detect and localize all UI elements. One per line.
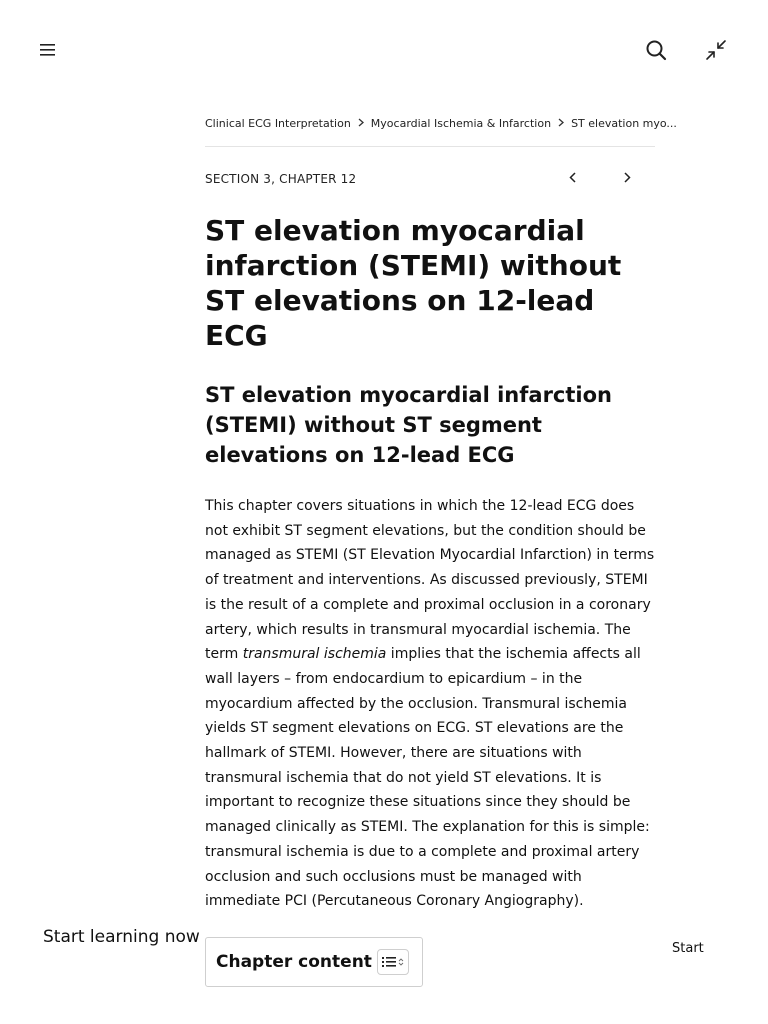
section-label: SECTION 3, CHAPTER 12 [205, 172, 357, 186]
list-toggle-icon [382, 956, 404, 968]
hamburger-menu-icon [39, 43, 57, 57]
paragraph-text-end: implies that the ischemia affects all wall layers – from endocardium to epicardium – in the myocardium affected by the occlusion. Transmural ischemia yields ST segment elevations on ECG. ST elevations are the hallmark of STEMI. However, there are situations with transmural ischemia that do not yield ST elevations. It is important to recognize these situations since they should be managed clinically as STEMI. The explanation for this is simple: transmural ischemia is due to a complete and proximal artery occlusion and such occlusions must be managed with immediate PCI (Percutaneous Coronary Angiography). [205, 646, 650, 910]
breadcrumb-divider [205, 146, 655, 147]
search-button[interactable] [642, 36, 670, 64]
menu-button[interactable] [34, 36, 62, 64]
prev-chapter-button[interactable] [563, 168, 581, 186]
section-heading: ST elevation myocardial infarction (STEMI) without ST segment elevations on 12-lead ECG [205, 383, 612, 467]
chevron-right-icon [358, 118, 364, 130]
collapse-arrows-icon [705, 39, 727, 61]
start-button[interactable]: Start [672, 941, 704, 956]
breadcrumb-item-course[interactable]: Clinical ECG Interpretation [205, 117, 351, 130]
chapter-content-title: Chapter content [216, 952, 372, 972]
next-chapter-button[interactable] [618, 168, 636, 186]
breadcrumb-item-current: ST elevation myo... [571, 117, 677, 130]
breadcrumb [205, 117, 677, 130]
chapter-content-box[interactable] [205, 937, 423, 987]
start-learning-label: Start learning now [43, 927, 200, 947]
chevron-right-icon [558, 118, 564, 130]
page-title: ST elevation myocardial infarction (STEMI) without ST elevations on 12-lead ECG [205, 214, 622, 352]
emphasis-term: transmural ischemia [242, 646, 387, 663]
paragraph-text-start: This chapter covers situations in which the 12-lead ECG does not exhibit ST segment elevations, but the condition should be managed as STEMI (ST Elevation Myocardial Infarction) in terms of treatment and interventions. As discussed previously, STEMI is the result of a complete and proximal occlusion in a coronary artery, which results in transmural myocardial ischemia. The term [205, 498, 655, 663]
chapter-nav [205, 168, 655, 186]
article-paragraph [205, 494, 657, 914]
toc-toggle-button[interactable] [377, 949, 409, 975]
chevron-right-icon [624, 172, 631, 183]
chevron-left-icon [569, 172, 576, 183]
breadcrumb-item-section[interactable]: Myocardial Ischemia & Infarction [370, 117, 552, 130]
collapse-button[interactable] [702, 36, 730, 64]
search-icon [645, 39, 667, 61]
